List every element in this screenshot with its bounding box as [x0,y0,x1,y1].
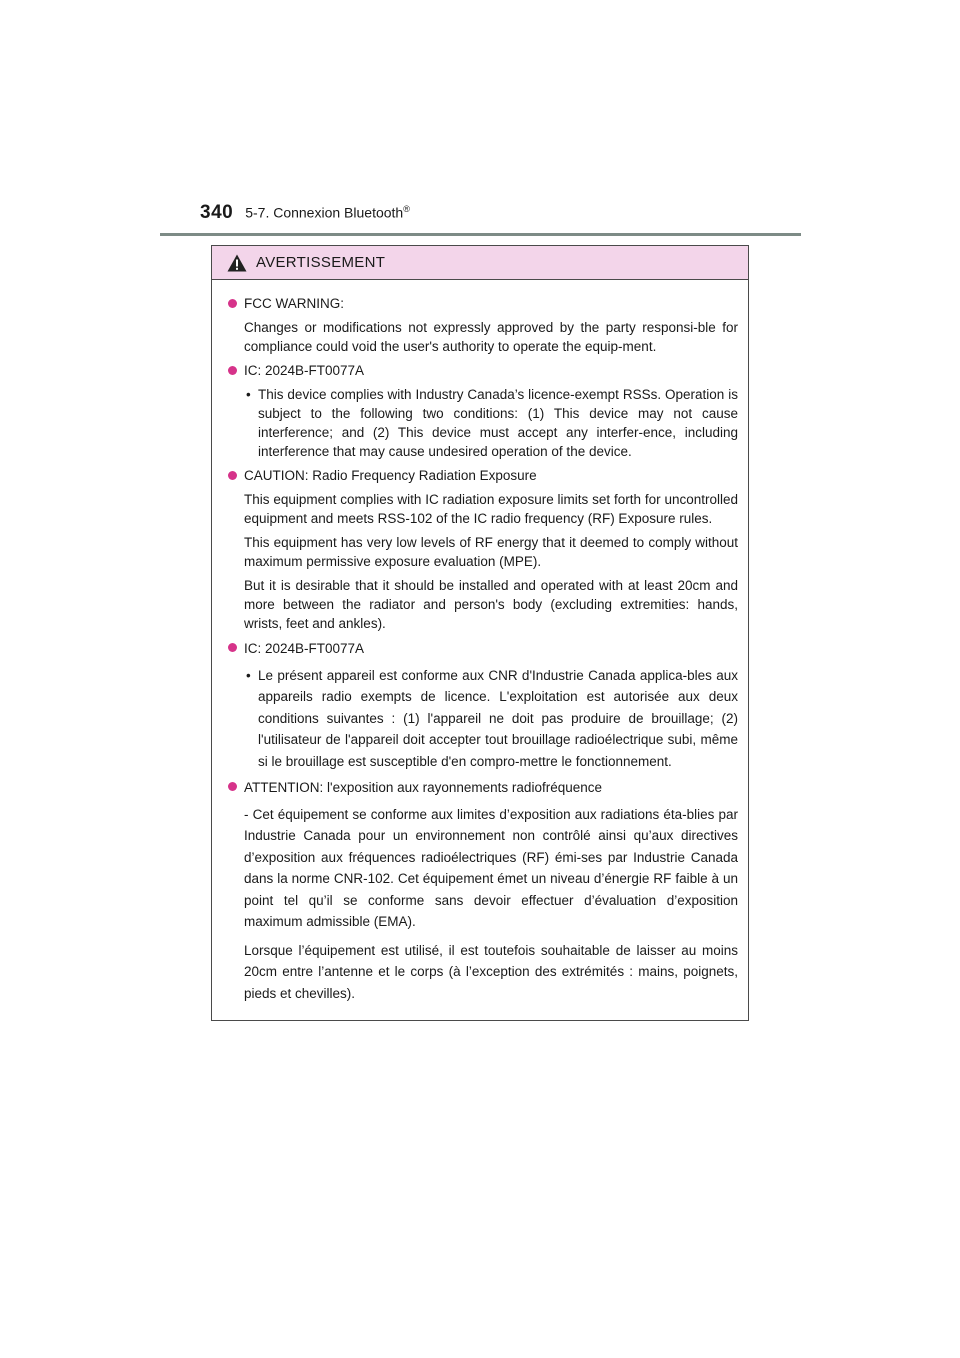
item-title: FCC WARNING: [244,296,344,311]
warning-item-ic-en [228,361,738,461]
warning-body [212,280,748,1004]
sub-item [244,665,738,773]
bullet-dot-icon [228,299,237,308]
paragraph: But it is desirable that it should be installed and operated with at least 20cm and more between the radiator and person's body (excluding extremities: hands, wrists, feet and ankles). [244,578,738,631]
section-title-text: 5-7. Connexion Bluetooth [245,205,404,221]
paragraph: Lorsque l’équipement est utilisé, il est toutefois souhaitable de laisser au moins 20cm entre l’antenne et le corps (à l’exception des extrémités : mains, poignets, pieds et chevilles). [244,942,738,1001]
paragraph: - Cet équipement se conforme aux limites d’exposition aux radiations éta-blies par Industrie Canada pour un environnement non contrôlé ainsi qu’aux directives d’exposition aux fréquences radioélectriques (RF) émi-ses par Industrie Canada dans la norme CNR-102. Cet équipement émet un niveau d’énergie RF faible à un point tel qu’il se conforme sans devoir effectuer d’évaluation d’exposition maximum admissible (EMA). [244,806,738,929]
sub-item-text: This device complies with Industry Canada’s licence-exempt RSSs. Operation is subject to the following two conditions: (1) This device may not cause interference; and (2) This device must accept any interfer-ence, including interference that may cause undesired operation of the device. [258,387,738,459]
paragraph: This equipment complies with IC radiation exposure limits set forth for uncontrolled equipment and meets RSS-102 of the IC radio frequency (RF) Exposure rules. [244,492,738,526]
paragraph: Changes or modifications not expressly approved by the party responsi-ble for compliance could void the user's authority to operate the equip-ment. [244,320,738,354]
header-rule [160,233,801,236]
warning-item-attention [228,777,738,1004]
page-number: 340 [200,202,234,223]
warning-item-caution [228,466,738,633]
sub-item [244,385,738,461]
sub-item-text: Le présent appareil est conforme aux CNR d'Industrie Canada applica-bles aux appareils radio exempts de licence. L'exploitation est autorisée aux deux conditions suivantes : (1) l'appareil ne doit pas produire de brouillage; (2) l'utilisateur de l'appareil doit accepter tout brouillage radioélectrique subi, même si le brouillage est susceptible d'en compro-mettre le fonctionnement. [258,667,738,769]
registered-mark: ® [403,204,410,215]
warning-item-ic-fr [228,638,738,772]
warning-box [211,245,749,1021]
warning-triangle-icon [227,254,247,272]
paragraph: This equipment has very low levels of RF energy that it deemed to comply without maximum permissive exposure evaluation (MPE). [244,535,738,569]
warning-title: AVERTISSEMENT [256,254,386,271]
bullet-dot-icon [228,471,237,480]
sub-bullet: • [246,387,251,402]
item-title: IC: 2024B-FT0077A [244,641,365,656]
page-header [200,202,410,230]
item-title: IC: 2024B-FT0077A [244,363,365,378]
item-title: CAUTION: Radio Frequency Radiation Exposure [244,468,537,483]
bullet-dot-icon [228,782,237,791]
bullet-dot-icon [228,643,237,652]
warning-item-fcc [228,294,738,356]
bullet-dot-icon [228,366,237,375]
item-title: ATTENTION: l'exposition aux rayonnements radiofréquence [244,780,602,795]
warning-header [212,246,748,280]
sub-bullet: • [246,667,251,683]
section-title [245,204,410,221]
